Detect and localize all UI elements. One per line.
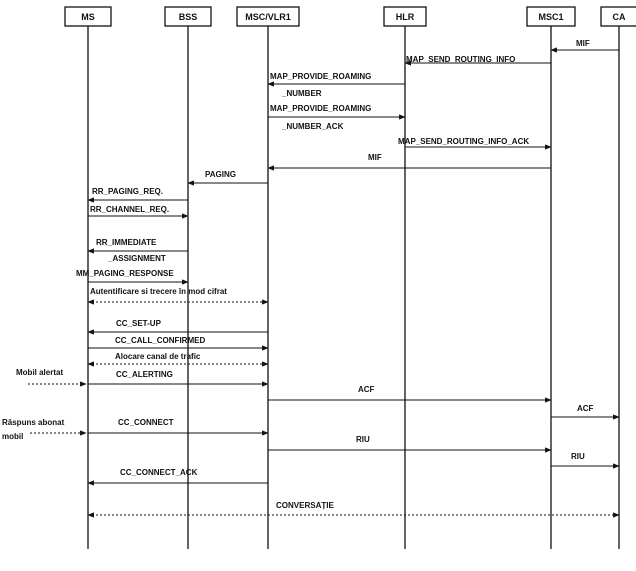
message-label xyxy=(90,287,227,296)
messages xyxy=(76,39,619,515)
message-label xyxy=(92,187,163,196)
entity-label: MSC/VLR1 xyxy=(245,12,291,22)
message-label-line: CC_CONNECT_ACK xyxy=(120,468,198,477)
message-label-line: _ASSIGNMENT xyxy=(108,254,166,263)
message-label xyxy=(576,39,590,48)
message-label-line: RIU xyxy=(571,452,585,461)
side-note-line: mobil xyxy=(2,432,24,441)
message-label xyxy=(118,418,174,427)
side-note-label xyxy=(16,368,63,377)
message-label-line: Alocare canal de trafic xyxy=(115,352,201,361)
message-label xyxy=(116,370,173,379)
message-riu xyxy=(551,452,619,466)
message-label-line: _NUMBER xyxy=(282,89,322,98)
message-label xyxy=(368,153,382,162)
message-label-line: CC_ALERTING xyxy=(116,370,173,379)
side-note-line: Răspuns abonat xyxy=(2,418,65,427)
entity-label: BSS xyxy=(178,12,198,22)
message-label-line: RR_CHANNEL_REQ. xyxy=(90,205,170,214)
message-mif xyxy=(551,39,619,50)
entity-mscvlr1 xyxy=(237,7,299,26)
message-label-line: MAP_PROVIDE_ROAMING xyxy=(270,104,372,113)
message-alocare-canal-de-trafic xyxy=(88,352,268,364)
entity-ms xyxy=(65,7,111,26)
message-label-line: CONVERSAȚIE xyxy=(276,501,334,510)
message-cc-connect-ack xyxy=(88,468,268,483)
side-note-label xyxy=(2,418,65,441)
message-label-line: CC_SET-UP xyxy=(116,319,161,328)
message-label-line: RR_PAGING_REQ. xyxy=(92,187,163,196)
message-label xyxy=(205,170,236,179)
message-label xyxy=(90,205,169,214)
message-map-send-routing-info xyxy=(405,55,551,64)
message-label-line: ACF xyxy=(577,404,594,413)
message-label xyxy=(356,435,370,444)
message-label-line: RIU xyxy=(356,435,370,444)
entity-msc1 xyxy=(527,7,575,26)
message-label xyxy=(571,452,585,461)
message-acf xyxy=(551,404,619,417)
message-label-line: PAGING xyxy=(205,170,236,179)
message-label-line: CC_CONNECT xyxy=(118,418,174,427)
message-label-line: RR_IMMEDIATE xyxy=(96,238,157,247)
message-label-line: MAP_SEND_ROUTING_INFO_ACK xyxy=(398,137,530,146)
entity-ca xyxy=(601,7,636,26)
message-paging xyxy=(188,170,268,183)
entity-label: MS xyxy=(81,12,95,22)
entity-label: CA xyxy=(612,12,626,22)
message-mm-paging-response xyxy=(76,269,188,282)
entity-bss xyxy=(165,7,211,26)
side-note xyxy=(2,418,86,441)
message-label xyxy=(76,269,174,278)
message-cc-connect xyxy=(88,418,268,433)
message-label xyxy=(270,72,371,98)
message-map-provide-roaming xyxy=(268,104,405,131)
message-label-line: MAP_PROVIDE_ROAMING xyxy=(270,72,372,81)
side-note-line: Mobil alertat xyxy=(16,368,64,377)
message-conversa-ie xyxy=(88,501,619,515)
message-label-line: CC_CALL_CONFIRMED xyxy=(115,336,206,345)
message-rr-immediate xyxy=(88,238,188,263)
message-label-line: MAP_SEND_ROUTING_INFO xyxy=(406,55,516,64)
side-note xyxy=(16,368,86,384)
entity-label: MSC1 xyxy=(538,12,564,22)
entity-hlr xyxy=(384,7,426,26)
message-label-line: MIF xyxy=(368,153,382,162)
message-cc-set-up xyxy=(88,319,268,332)
entity-label: HLR xyxy=(395,12,415,22)
message-label xyxy=(115,352,201,361)
message-label-line: Autentificare si trecere în mod cifrat xyxy=(90,287,227,296)
side-notes xyxy=(2,368,86,441)
message-label xyxy=(406,55,515,64)
message-map-send-routing-info-ack xyxy=(398,137,551,147)
message-label-line: MIF xyxy=(576,39,590,48)
message-rr-paging-req xyxy=(88,187,188,200)
message-label xyxy=(276,501,334,510)
message-label-line: _NUMBER_ACK xyxy=(282,122,344,131)
message-label xyxy=(358,385,375,394)
message-label xyxy=(115,336,205,345)
entities xyxy=(65,7,636,26)
message-map-provide-roaming xyxy=(268,72,405,98)
message-mif xyxy=(268,153,551,168)
message-riu xyxy=(268,435,551,450)
message-rr-channel-req xyxy=(88,205,188,216)
message-acf xyxy=(268,385,551,400)
message-label-line: ACF xyxy=(358,385,375,394)
message-label-line: MM_PAGING_RESPONSE xyxy=(76,269,174,278)
message-autentificare-si-trecere-n-mod-cifrat xyxy=(88,287,268,302)
message-label xyxy=(120,468,198,477)
message-cc-alerting xyxy=(88,370,268,384)
message-label xyxy=(116,319,162,328)
message-label xyxy=(398,137,529,146)
message-label xyxy=(577,404,594,413)
message-cc-call-confirmed xyxy=(88,336,268,348)
